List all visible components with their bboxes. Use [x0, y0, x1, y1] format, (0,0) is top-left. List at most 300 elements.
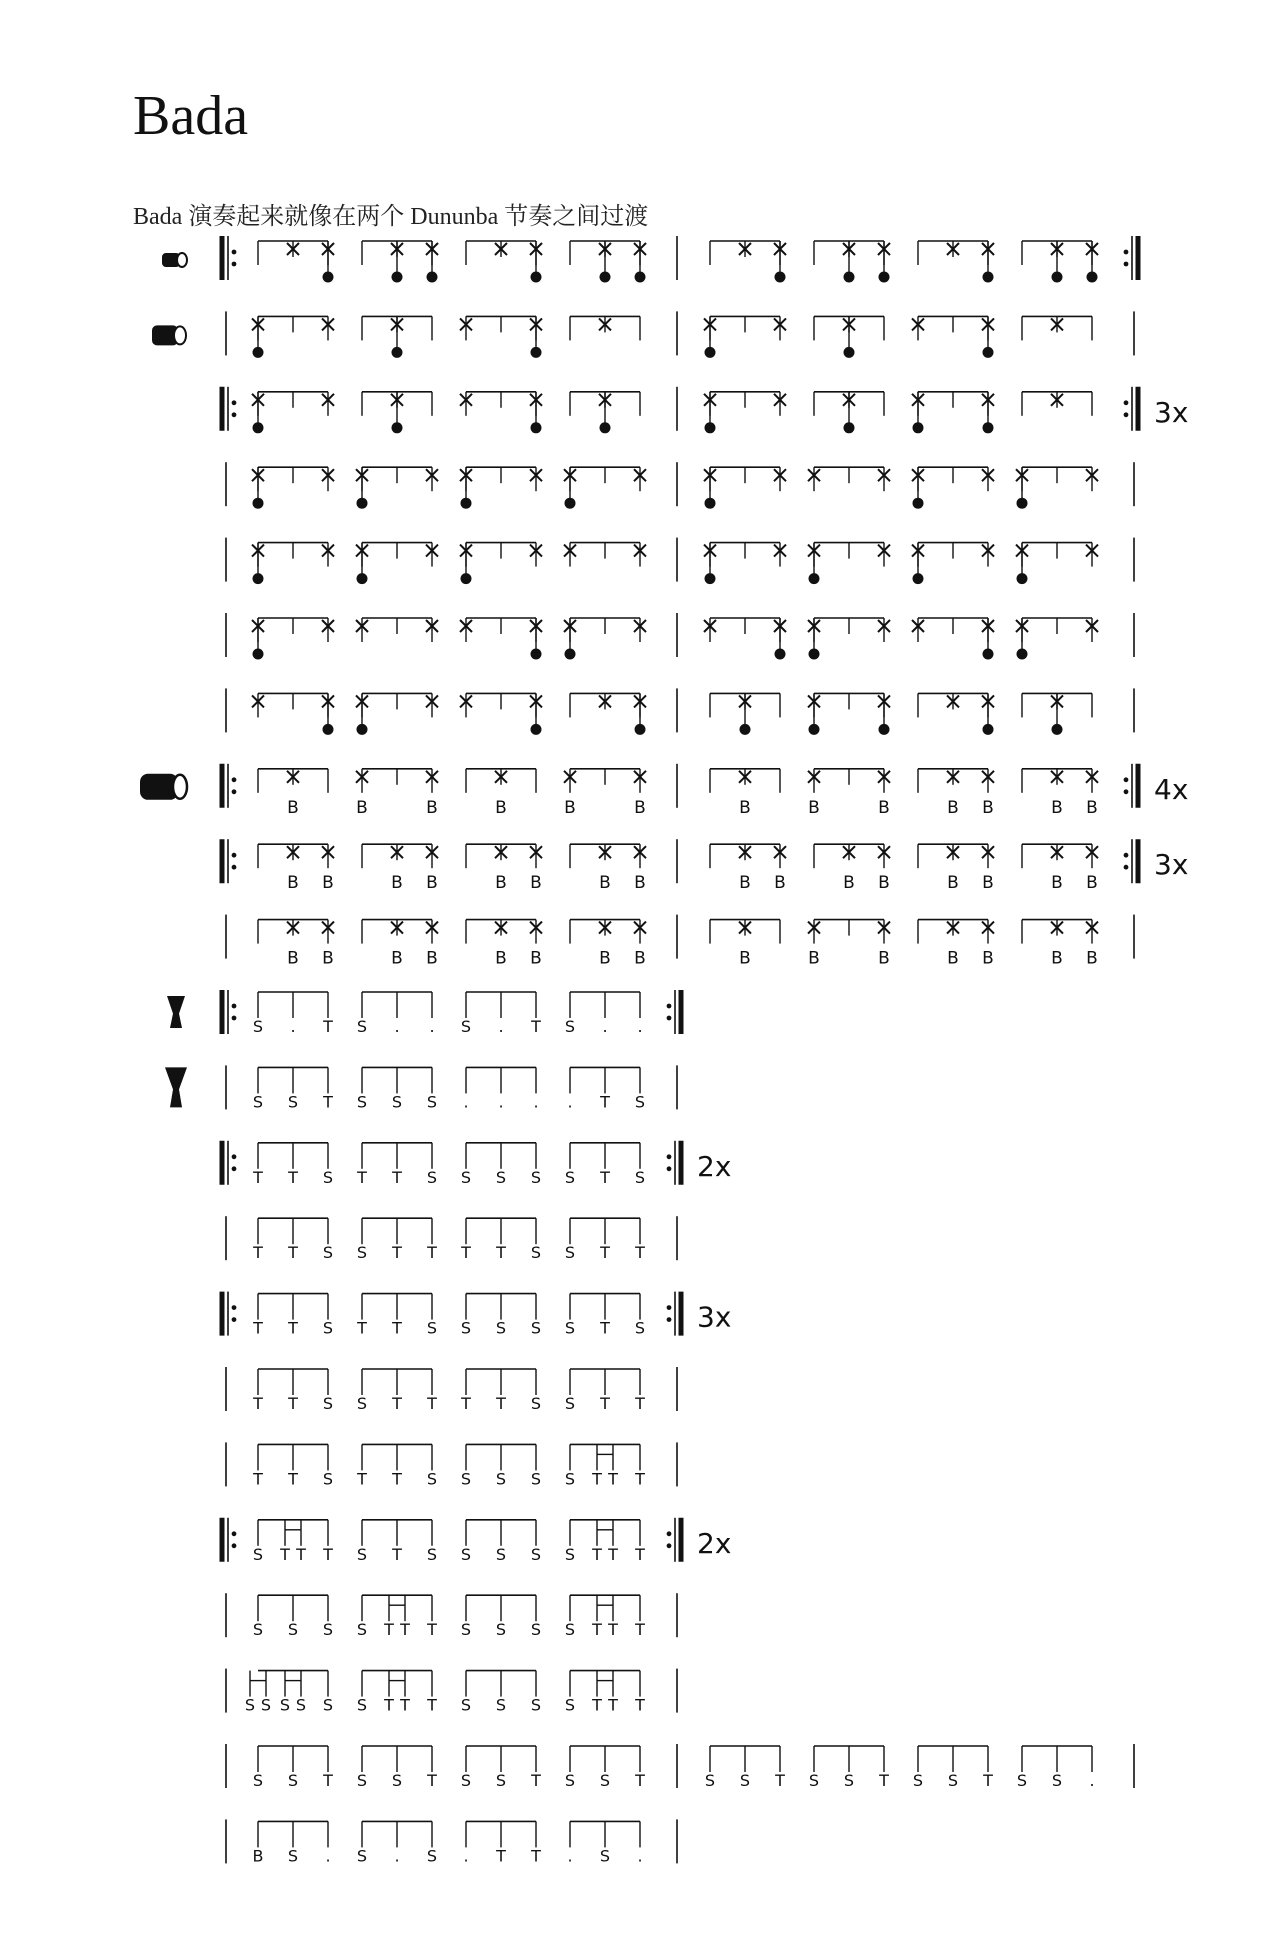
beat-group — [570, 920, 646, 969]
stroke-label: T — [600, 1167, 610, 1187]
open-stroke-dot — [705, 422, 716, 433]
beat-group — [252, 1143, 333, 1187]
stroke-label: S — [495, 1469, 507, 1489]
stroke-label: S — [564, 1469, 576, 1489]
beat-group — [704, 467, 786, 509]
stroke-label: S — [287, 1092, 299, 1112]
beat-group — [564, 543, 646, 567]
bass-label: B — [599, 948, 611, 969]
repeat-dot — [667, 1154, 672, 1159]
stroke-label: S — [530, 1544, 542, 1564]
beat-group — [704, 392, 786, 434]
stroke-label: S — [912, 1771, 924, 1790]
open-stroke-dot — [913, 422, 924, 433]
beat-group — [814, 241, 890, 283]
open-stroke-dot — [879, 724, 890, 735]
open-stroke-dot — [983, 649, 994, 660]
bass-label: B — [495, 797, 507, 818]
open-stroke-dot — [1017, 573, 1028, 584]
stroke-label: T — [357, 1167, 367, 1187]
bass-label: B — [982, 948, 994, 969]
repeat-dot — [232, 777, 237, 782]
beat-group — [567, 1821, 642, 1865]
djembe-shape — [167, 996, 185, 1028]
stroke-label: S — [356, 1695, 368, 1715]
stroke-label: T — [323, 1017, 333, 1036]
stroke-label: T — [600, 1243, 610, 1263]
beat-group — [565, 1369, 645, 1413]
stroke-label: T — [600, 1092, 610, 1112]
beat-group — [814, 392, 884, 434]
page-subtitle: Bada 演奏起来就像在两个 Dununba 节奏之间过渡 — [133, 204, 649, 230]
bass-label: B — [391, 873, 403, 894]
stroke-label: S — [322, 1620, 334, 1640]
stroke-label: T — [496, 1394, 506, 1413]
beat-group — [918, 693, 994, 735]
stroke-label: T — [392, 1318, 402, 1338]
bass-label: B — [878, 873, 890, 894]
bass-label: B — [1051, 873, 1063, 894]
stroke-label: S — [495, 1771, 507, 1790]
beat-group — [460, 543, 542, 585]
stroke-label: T — [323, 1092, 333, 1112]
beat-group — [252, 543, 334, 585]
stroke-label: S — [322, 1243, 334, 1263]
beat-group — [570, 241, 646, 283]
beat-group — [258, 920, 334, 969]
stroke-label: S — [460, 1544, 472, 1564]
beat-group — [252, 1218, 333, 1262]
bass-label: B — [426, 873, 438, 894]
repeat-dot — [232, 1154, 237, 1159]
stroke-label: T — [592, 1544, 602, 1564]
open-stroke-dot — [253, 347, 264, 358]
beat-group — [356, 693, 438, 735]
beat-group — [918, 241, 994, 283]
beat-group — [918, 769, 994, 818]
stroke-label: T — [600, 1394, 610, 1413]
stroke-label: T — [427, 1695, 437, 1715]
open-stroke-dot — [461, 573, 472, 584]
stroke-label: S — [564, 1544, 576, 1564]
open-stroke-dot — [1087, 272, 1098, 283]
stroke-label: S — [530, 1243, 542, 1263]
repeat-dot — [232, 865, 237, 870]
repeat-end-barline — [1124, 236, 1138, 280]
beat-group — [460, 316, 542, 358]
bass-label: B — [634, 873, 646, 894]
stroke-label: S — [426, 1846, 438, 1866]
bass-label: B — [1051, 948, 1063, 969]
kenkeni-icon — [162, 253, 187, 267]
stroke-label: S — [704, 1771, 716, 1790]
open-stroke-dot — [635, 272, 646, 283]
beat-group — [252, 693, 334, 735]
beat-group — [362, 844, 438, 893]
stroke-label: S — [947, 1771, 959, 1790]
stroke-label: . — [290, 1017, 296, 1036]
stroke-label: T — [983, 1771, 993, 1790]
stroke-label: S — [530, 1318, 542, 1338]
beat-group — [570, 844, 646, 893]
stroke-label: S — [356, 1544, 368, 1564]
beat-group — [357, 1520, 437, 1564]
stroke-label: T — [323, 1771, 333, 1790]
stroke-label: S — [739, 1771, 751, 1790]
stroke-label: S — [495, 1167, 507, 1187]
stroke-label: T — [357, 1469, 367, 1489]
beat-group — [252, 618, 334, 660]
repeat-end-barline — [667, 990, 681, 1034]
beat-group — [808, 467, 890, 491]
bass-label: B — [287, 797, 299, 818]
repeat-dot — [1124, 853, 1129, 858]
beat-group — [357, 1746, 437, 1790]
beat-group — [710, 844, 786, 893]
repeat-count-label: 3x — [1154, 848, 1189, 882]
beat-group — [461, 1294, 541, 1338]
stroke-label: T — [635, 1394, 645, 1413]
open-stroke-dot — [392, 422, 403, 433]
open-stroke-dot — [323, 724, 334, 735]
bass-label: B — [495, 948, 507, 969]
beat-group — [565, 1143, 645, 1187]
stroke-label: . — [429, 1017, 435, 1036]
open-stroke-dot — [531, 422, 542, 433]
repeat-dot — [232, 400, 237, 405]
repeat-end-barline — [667, 1518, 681, 1562]
stroke-label: T — [427, 1620, 437, 1640]
open-stroke-dot — [531, 724, 542, 735]
stroke-label: S — [356, 1771, 368, 1790]
stroke-label: T — [531, 1846, 541, 1866]
beat-group — [463, 1821, 541, 1865]
stroke-label: S — [391, 1771, 403, 1790]
bass-label: B — [564, 797, 576, 818]
djembe-2-icon — [165, 1067, 187, 1107]
stroke-label: T — [531, 1771, 541, 1790]
beat-group — [710, 241, 786, 283]
beat-group — [912, 618, 994, 660]
repeat-end-barline — [1124, 764, 1138, 808]
beat-group — [362, 392, 432, 434]
beat-group — [1016, 618, 1098, 660]
beat-group — [253, 1067, 333, 1111]
bass-label: B — [287, 948, 299, 969]
stroke-label: S — [426, 1544, 438, 1564]
beat-group — [710, 920, 780, 969]
stroke-label: T — [635, 1771, 645, 1790]
beat-group — [258, 769, 328, 818]
beat-group — [705, 1746, 785, 1790]
beat-group — [570, 693, 646, 735]
repeat-dot — [667, 1016, 672, 1021]
beat-group — [460, 618, 542, 660]
beat-group — [565, 1746, 645, 1790]
beat-group — [565, 1218, 645, 1262]
beat-group — [460, 1218, 541, 1262]
stroke-label: S — [260, 1695, 272, 1715]
stroke-label: T — [427, 1771, 437, 1790]
stroke-label: T — [608, 1620, 618, 1640]
open-stroke-dot — [253, 649, 264, 660]
beat-group — [466, 241, 542, 283]
stroke-label: S — [426, 1167, 438, 1187]
beat-group — [357, 992, 435, 1036]
stroke-label: S — [356, 1394, 368, 1413]
stroke-label: S — [252, 1620, 264, 1640]
stroke-label: T — [635, 1243, 645, 1263]
stroke-label: S — [287, 1771, 299, 1790]
stroke-label: S — [564, 1771, 576, 1790]
beat-group — [564, 769, 646, 818]
beat-group — [565, 1595, 645, 1639]
bass-label: B — [808, 948, 820, 969]
stroke-label: . — [637, 1017, 643, 1036]
stroke-label: T — [384, 1620, 394, 1640]
stroke-label: T — [400, 1695, 410, 1715]
stroke-label: S — [460, 1771, 472, 1790]
stroke-label: T — [496, 1846, 506, 1866]
beat-group — [570, 316, 640, 340]
drum-head — [177, 253, 187, 267]
beat-group — [808, 920, 890, 969]
beat-group — [912, 316, 994, 358]
repeat-count-label: 2x — [697, 1149, 732, 1183]
open-stroke-dot — [392, 347, 403, 358]
stroke-label: . — [463, 1846, 469, 1866]
stroke-label: . — [637, 1846, 643, 1866]
beat-group — [912, 392, 994, 434]
beat-group — [460, 467, 542, 509]
open-stroke-dot — [913, 573, 924, 584]
open-stroke-dot — [565, 649, 576, 660]
beat-group — [466, 844, 542, 893]
repeat-dot — [232, 250, 237, 255]
bass-label: B — [982, 797, 994, 818]
beat-group — [704, 543, 786, 585]
beat-group — [357, 1218, 437, 1262]
open-stroke-dot — [844, 347, 855, 358]
stroke-label: T — [400, 1620, 410, 1640]
stroke-label: S — [252, 1771, 264, 1790]
beat-group — [808, 769, 890, 818]
bass-label: B — [1086, 797, 1098, 818]
stroke-label: T — [357, 1318, 367, 1338]
bass-label: B — [287, 873, 299, 894]
beat-group — [564, 467, 646, 509]
beat-group — [913, 1746, 993, 1790]
stroke-label: T — [392, 1167, 402, 1187]
stroke-label: . — [567, 1092, 573, 1112]
stroke-label: S — [530, 1620, 542, 1640]
stroke-label: S — [322, 1469, 334, 1489]
beat-group — [252, 392, 334, 434]
bass-label: B — [634, 797, 646, 818]
beat-group — [1022, 844, 1098, 893]
open-stroke-dot — [357, 724, 368, 735]
stroke-label: T — [384, 1695, 394, 1715]
repeat-dot — [232, 1531, 237, 1536]
repeat-dot — [232, 262, 237, 267]
stroke-label: S — [634, 1092, 646, 1112]
open-stroke-dot — [427, 272, 438, 283]
open-stroke-dot — [1052, 272, 1063, 283]
repeat-end-barline — [1124, 387, 1138, 431]
stroke-label: . — [394, 1846, 400, 1866]
stroke-label: S — [564, 1394, 576, 1413]
stroke-label: S — [530, 1469, 542, 1489]
open-stroke-dot — [705, 573, 716, 584]
stroke-label: T — [253, 1243, 263, 1263]
open-stroke-dot — [531, 272, 542, 283]
stroke-label: S — [426, 1469, 438, 1489]
beat-group — [357, 1067, 437, 1111]
stroke-label: S — [460, 1318, 472, 1338]
stroke-label: S — [564, 1167, 576, 1187]
beat-group — [1022, 316, 1092, 340]
dununba-icon — [140, 774, 187, 800]
stroke-label: S — [279, 1695, 291, 1715]
repeat-start-barline — [222, 839, 236, 883]
beat-group — [252, 467, 334, 509]
repeat-start-barline — [222, 387, 236, 431]
beat-group — [710, 693, 780, 735]
bass-label: B — [947, 948, 959, 969]
beat-group — [912, 467, 994, 509]
beat-group — [463, 1067, 538, 1111]
beat-group — [461, 1444, 541, 1488]
open-stroke-dot — [983, 422, 994, 433]
repeat-dot — [232, 789, 237, 794]
beat-group — [809, 1746, 889, 1790]
stroke-label: S — [1016, 1771, 1028, 1790]
beat-group — [567, 1067, 645, 1111]
stroke-label: B — [252, 1846, 264, 1866]
stroke-label: S — [460, 1695, 472, 1715]
repeat-dot — [1124, 412, 1129, 417]
bass-label: B — [391, 948, 403, 969]
stroke-label: . — [463, 1092, 469, 1112]
repeat-start-barline — [222, 1141, 236, 1185]
beat-group — [362, 241, 438, 283]
stroke-label: S — [252, 1017, 264, 1036]
bass-label: B — [1086, 948, 1098, 969]
open-stroke-dot — [705, 498, 716, 509]
bass-label: B — [1086, 873, 1098, 894]
stroke-label: S — [634, 1318, 646, 1338]
stroke-label: S — [530, 1394, 542, 1413]
beat-group — [357, 1821, 437, 1865]
stroke-label: . — [325, 1846, 331, 1866]
stroke-label: T — [296, 1544, 306, 1564]
stroke-label: S — [322, 1394, 334, 1413]
stroke-label: T — [288, 1394, 298, 1413]
stroke-label: S — [356, 1846, 368, 1866]
beat-group — [253, 992, 333, 1036]
bass-label: B — [947, 873, 959, 894]
beat-group — [1016, 467, 1098, 509]
repeat-count-label: 2x — [697, 1526, 732, 1560]
stroke-label: T — [592, 1695, 602, 1715]
repeat-dot — [232, 1305, 237, 1310]
stroke-label: S — [252, 1544, 264, 1564]
repeat-dot — [1124, 250, 1129, 255]
beat-group — [1017, 1746, 1095, 1790]
repeat-dot — [232, 853, 237, 858]
djembe-1-icon — [167, 996, 185, 1028]
repeat-dot — [1124, 777, 1129, 782]
beat-group — [710, 769, 780, 818]
stroke-label: . — [498, 1017, 504, 1036]
stroke-label: S — [530, 1167, 542, 1187]
stroke-label: T — [392, 1394, 402, 1413]
stroke-label: T — [608, 1544, 618, 1564]
repeat-dot — [1124, 262, 1129, 267]
open-stroke-dot — [809, 649, 820, 660]
beat-group — [252, 1369, 333, 1413]
stroke-label: T — [635, 1620, 645, 1640]
bass-label: B — [322, 948, 334, 969]
beat-group — [808, 618, 890, 660]
beat-group — [362, 316, 432, 358]
stroke-label: . — [498, 1092, 504, 1112]
beat-group — [253, 1595, 333, 1639]
beat-group — [252, 1294, 333, 1338]
open-stroke-dot — [740, 724, 751, 735]
repeat-start-barline — [222, 990, 236, 1034]
bass-label: B — [739, 797, 751, 818]
beat-group — [1022, 769, 1098, 818]
beat-group — [1022, 392, 1092, 416]
beat-group — [808, 693, 890, 735]
stroke-label: S — [322, 1318, 334, 1338]
stroke-label: T — [253, 1469, 263, 1489]
bass-label: B — [322, 873, 334, 894]
stroke-label: S — [322, 1695, 334, 1715]
bass-label: B — [808, 797, 820, 818]
beat-group — [252, 316, 334, 358]
stroke-label: S — [634, 1167, 646, 1187]
beat-group — [461, 1520, 541, 1564]
stroke-label: T — [253, 1318, 263, 1338]
stroke-label: S — [356, 1092, 368, 1112]
stroke-label: T — [496, 1243, 506, 1263]
stroke-label: S — [287, 1620, 299, 1640]
beat-group — [253, 1746, 333, 1790]
repeat-dot — [232, 1317, 237, 1322]
beat-group — [912, 543, 994, 585]
beat-group — [918, 920, 994, 969]
beat-group — [564, 618, 646, 660]
stroke-label: S — [356, 1243, 368, 1263]
beat-group — [357, 1595, 437, 1639]
bass-label: B — [947, 797, 959, 818]
stroke-label: S — [426, 1092, 438, 1112]
stroke-label: T — [461, 1243, 471, 1263]
beat-group — [258, 241, 334, 283]
stroke-label: T — [427, 1394, 437, 1413]
open-stroke-dot — [1017, 649, 1028, 660]
repeat-start-barline — [222, 236, 236, 280]
stroke-label: T — [288, 1243, 298, 1263]
stroke-label: T — [775, 1771, 785, 1790]
repeat-dot — [232, 1016, 237, 1021]
beat-group — [461, 1746, 541, 1790]
open-stroke-dot — [775, 649, 786, 660]
stroke-label: T — [253, 1167, 263, 1187]
stroke-label: S — [495, 1620, 507, 1640]
